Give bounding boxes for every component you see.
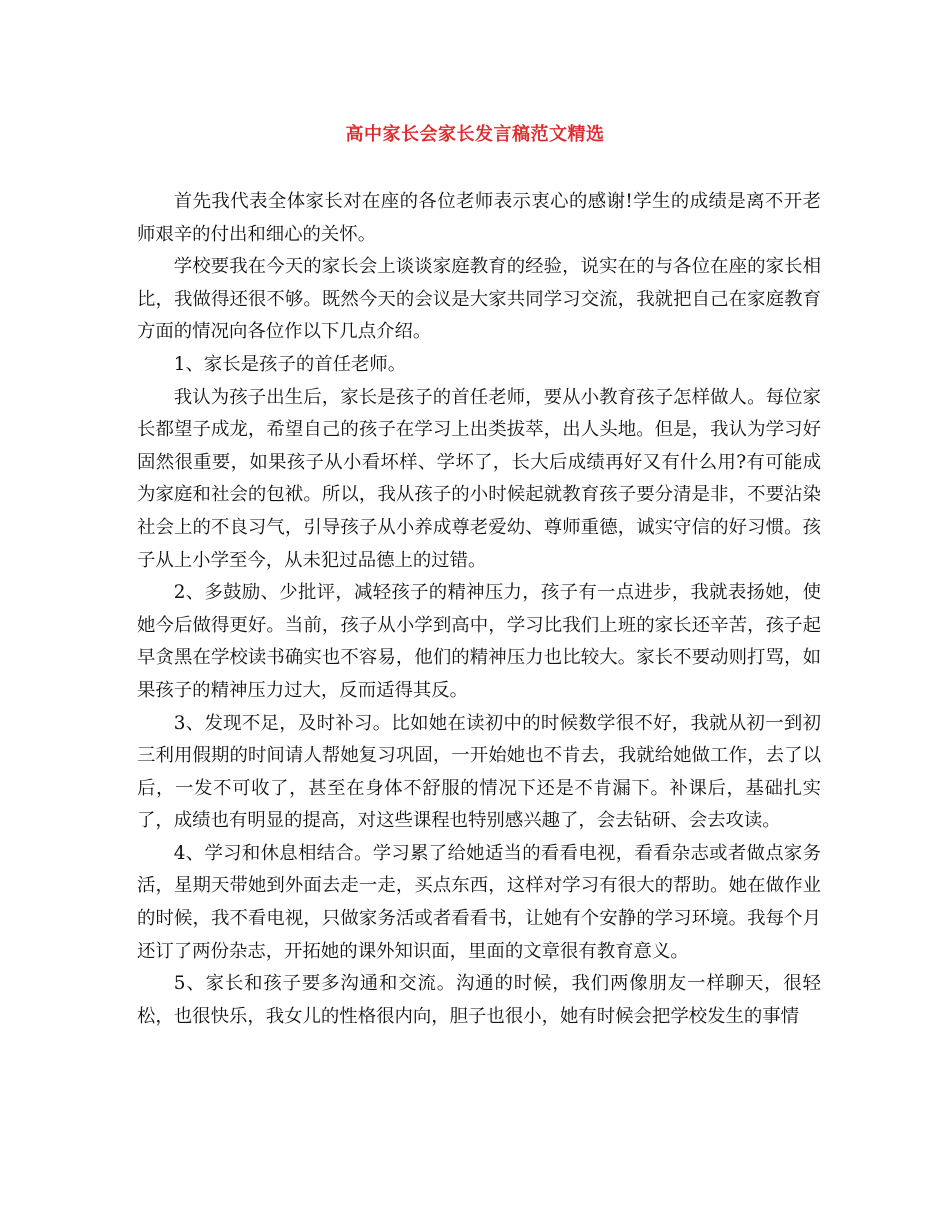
paragraph: 3、发现不足，及时补习。比如她在读初中的时候数学很不好，我就从初一到初三利用假期的时间请人帮她复习巩固，一开始她也不肯去，我就给她做工作，去了以后，一发不可收了，甚至在身体不舒服的情况下还是不肯漏下。补课后，基础扎实了，成绩也有明显的提高，对这些课程也特别感兴趣了，会去钻研、会去攻读。 (137, 712, 821, 832)
paragraph: 2、多鼓励、少批评，减轻孩子的精神压力，孩子有一点进步，我就表扬她，使她今后做得更好。当前，孩子从小学到高中，学习比我们上班的家长还辛苦，孩子起早贪黑在学校读书确实也不容易，他们的精神压力也比较大。家长不要动则打骂，如果孩子的精神压力过大，反而适得其反。 (137, 582, 821, 701)
paragraph: 4、学习和休息相结合。学习累了给她适当的看看电视，看看杂志或者做点家务活，星期天带她到外面去走一走，买点东西，这样对学习有很大的帮助。她在做作业的时候，我不看电视，只做家务活或者看看书，让她有个安静的学习环境。我每个月还订了两份杂志，开拓她的课外知识面，里面的文章很有教育意义。 (137, 842, 821, 962)
paragraph: 5、家长和孩子要多沟通和交流。沟通的时候，我们两像朋友一样聊天，很轻松，也很快乐，我女儿的性格很内向，胆子也很小，她有时候会把学校发生的事情 (137, 973, 821, 1027)
paragraph: 我认为孩子出生后，家长是孩子的首任老师，要从小教育孩子怎样做人。每位家长都望子成龙，希望自己的孩子在学习上出类拔萃，出人头地。但是，我认为学习好固然很重要，如果孩子从小看坏样、学坏了，长大后成绩再好又有什么用?有可能成为家庭和社会的包袱。所以，我从孩子的小时候起就教育孩子要分清是非，不要沾染社会上的不良习气，引导孩子从小养成尊老爱幼、尊师重德，诚实守信的好习惯。孩子从上小学至今，从未犯过品德上的过错。 (137, 386, 821, 571)
paragraph: 学校要我在今天的家长会上谈谈家庭教育的经验，说实在的与各位在座的家长相比，我做得还很不够。既然今天的会议是大家共同学习交流，我就把自己在家庭教育方面的情况向各位作以下几点介绍。 (137, 256, 821, 343)
paragraph-heading: 1、家长是孩子的首任老师。 (173, 353, 407, 375)
paragraph: 首先我代表全体家长对在座的各位老师表示衷心的感谢!学生的成绩是离不开老师艰辛的付出和细心的关怀。 (137, 191, 821, 245)
document-title: 高中家长会家长发言稿范文精选 (345, 124, 605, 145)
document-body (137, 186, 821, 1033)
